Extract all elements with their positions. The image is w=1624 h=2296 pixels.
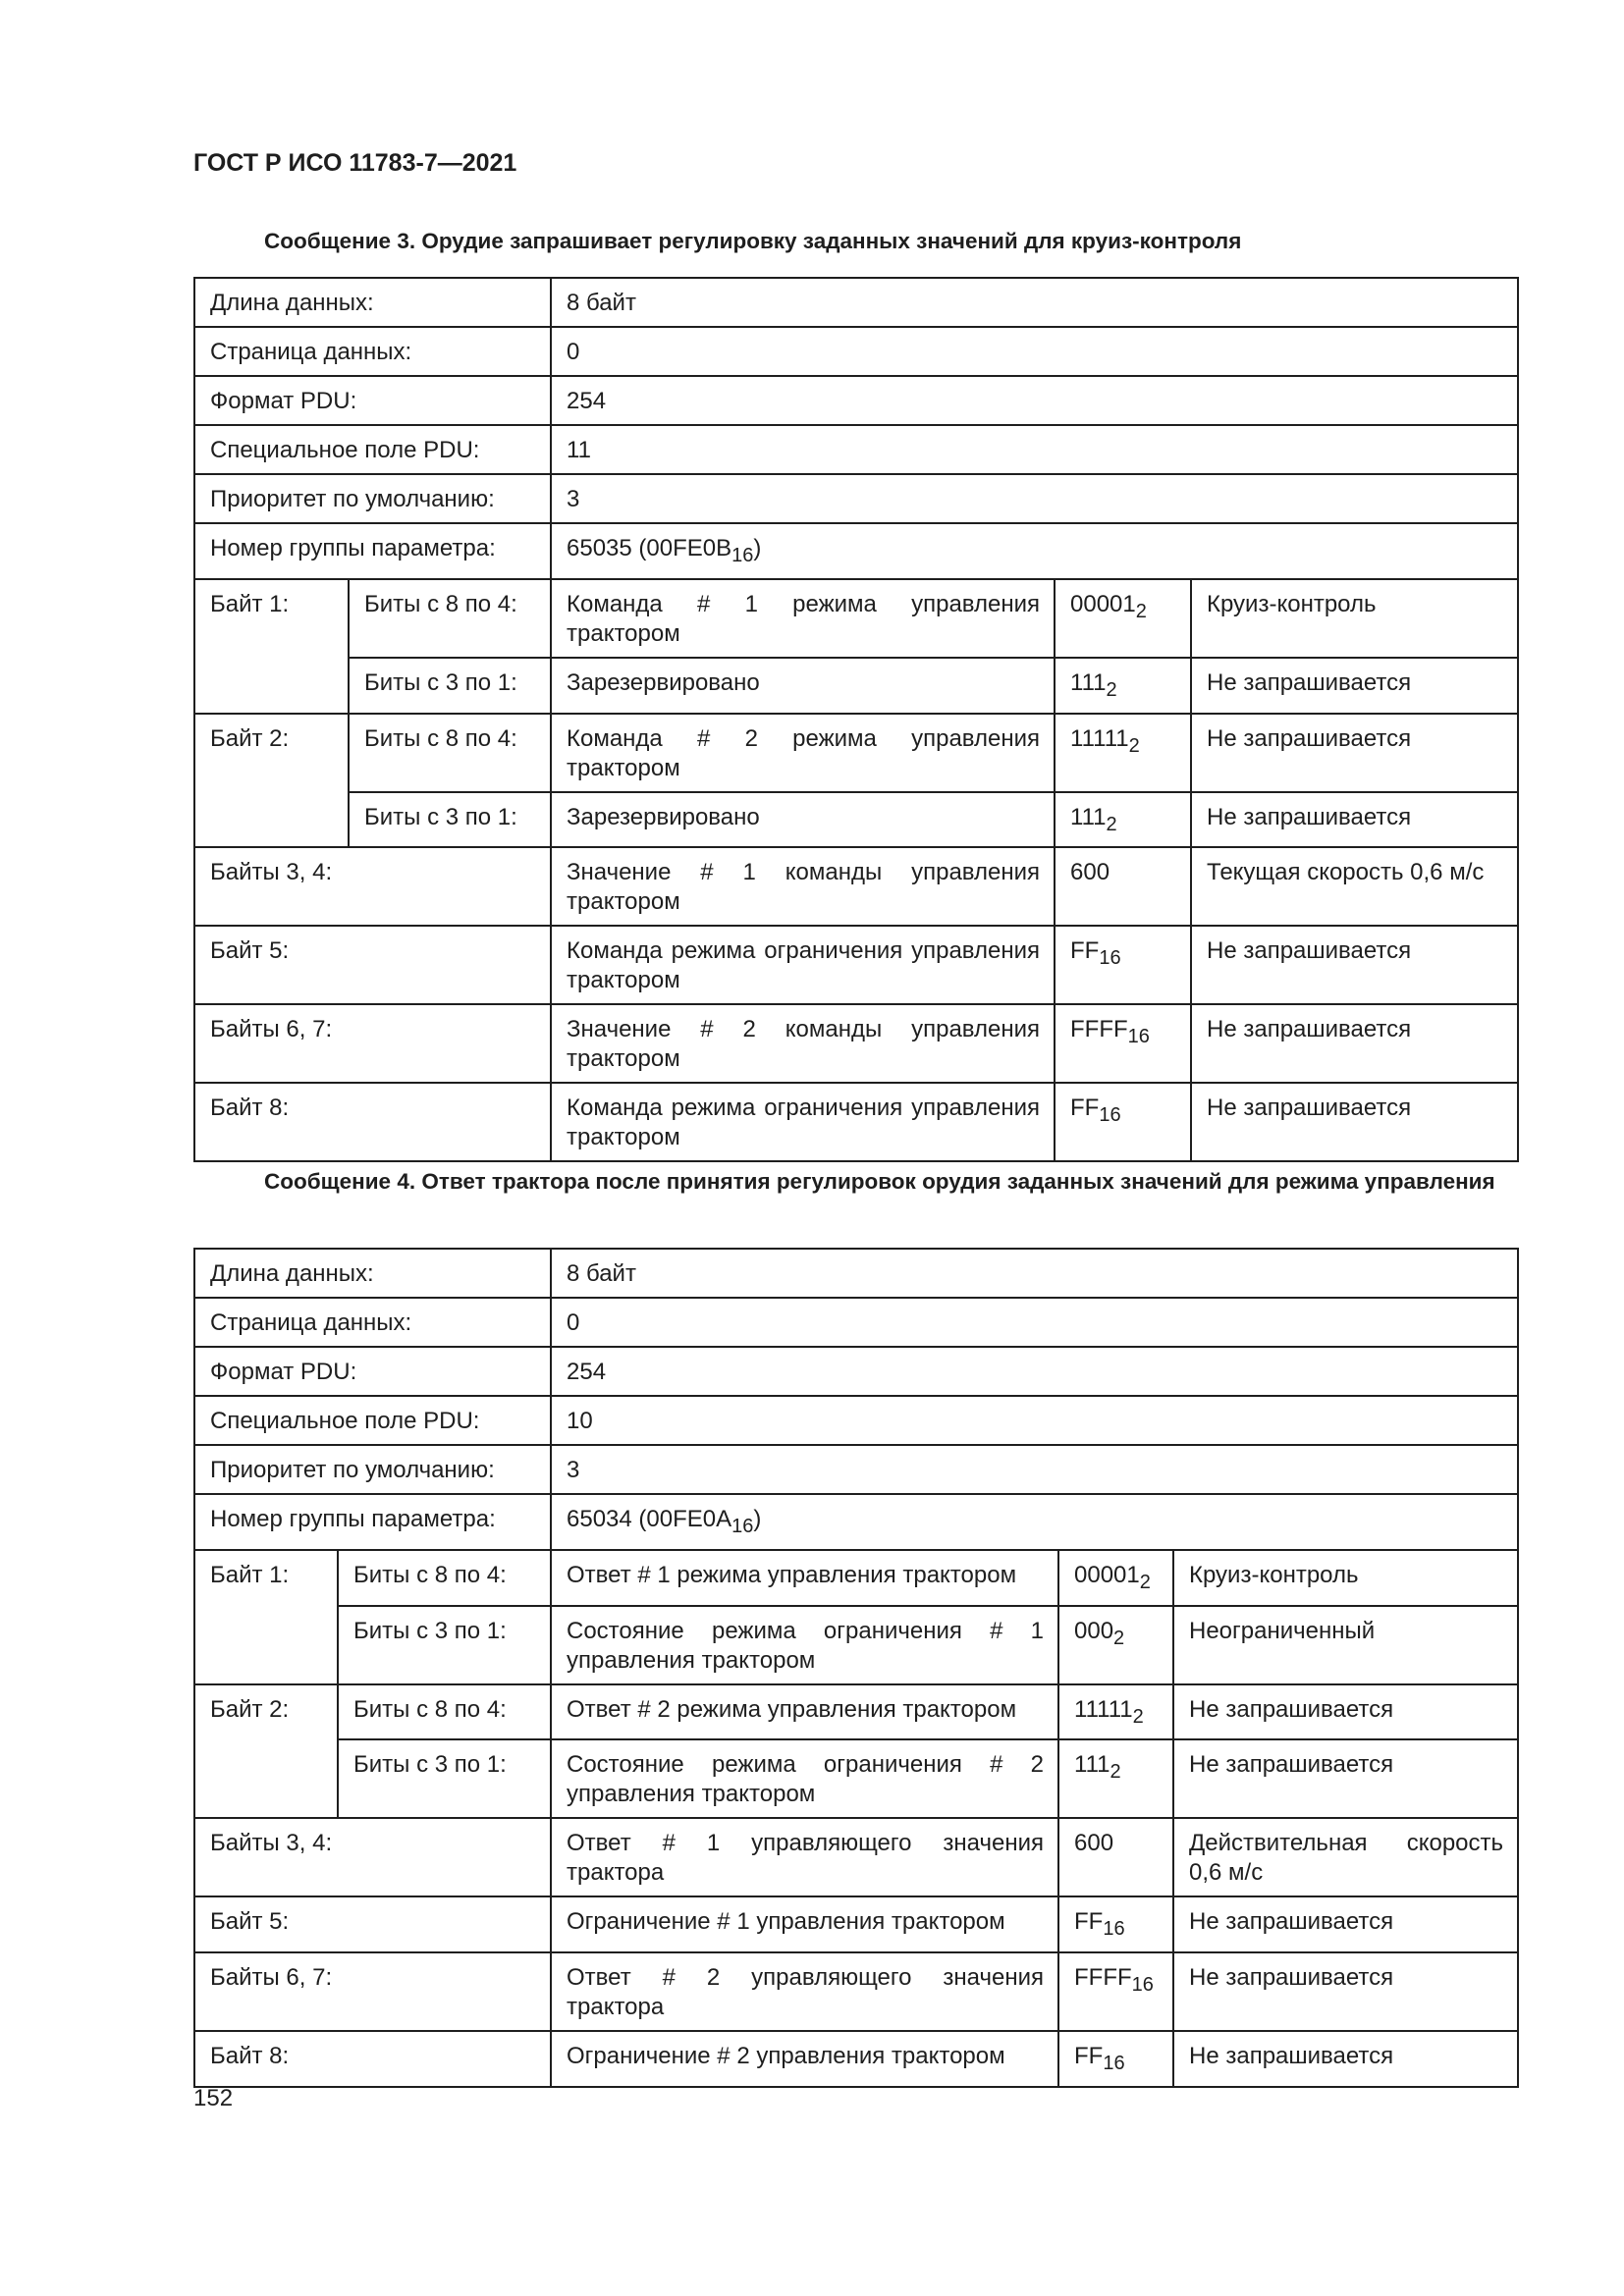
- description: Зарезервировано: [551, 792, 1055, 848]
- field-value: 10: [551, 1396, 1518, 1445]
- field-label: Длина данных:: [194, 278, 551, 327]
- meaning: Не запрашивается: [1191, 1083, 1518, 1161]
- field-value: 0: [551, 327, 1518, 376]
- description: Значение # 2 команды управления трактором: [551, 1004, 1055, 1083]
- bits-label: Биты с 3 по 1:: [338, 1739, 551, 1818]
- field-label: Страница данных:: [194, 327, 551, 376]
- bits-label: Биты с 8 по 4:: [349, 579, 551, 658]
- meaning: Неограниченный: [1173, 1606, 1518, 1684]
- field-value: 3: [551, 1445, 1518, 1494]
- table-row: [194, 474, 1518, 523]
- meaning: Не запрашивается: [1173, 2031, 1518, 2087]
- meaning: Не запрашивается: [1173, 1952, 1518, 2031]
- field-label: Страница данных:: [194, 1298, 551, 1347]
- code-value: $000_2$: [1058, 1606, 1173, 1684]
- table-row: [194, 327, 1518, 376]
- field-value: 254: [551, 376, 1518, 425]
- field-label: Приоритет по умолчанию:: [194, 474, 551, 523]
- code-value: $FF_{16}$: [1055, 1083, 1191, 1161]
- table-row: [194, 1494, 1518, 1550]
- description: Ответ # 1 режима управления трактором: [551, 1550, 1058, 1606]
- table-row: [194, 1083, 1518, 1161]
- meaning: Не запрашивается: [1191, 1004, 1518, 1083]
- table-row: [194, 1445, 1518, 1494]
- code-value: $00001_2$: [1055, 579, 1191, 658]
- meaning: Текущая скорость 0,6 м/с: [1191, 847, 1518, 926]
- field-label: Номер группы параметра:: [194, 523, 551, 579]
- byte-label: Байт 5:: [194, 1896, 551, 1952]
- description: Команда # 2 режима управления трактором: [551, 714, 1055, 792]
- description: Команда режима ограничения управления трактором: [551, 926, 1055, 1004]
- table-row: [194, 278, 1518, 327]
- table-row: [194, 1684, 1518, 1740]
- description: Ограничение # 2 управления трактором: [551, 2031, 1058, 2087]
- code-value: $111_2$: [1058, 1739, 1173, 1818]
- bits-label: Биты с 8 по 4:: [338, 1684, 551, 1740]
- table-row: [194, 792, 1518, 848]
- field-label: Формат PDU:: [194, 1347, 551, 1396]
- byte-label: Байт 2:: [194, 714, 349, 848]
- bits-label: Биты с 3 по 1:: [338, 1606, 551, 1684]
- field-label: Специальное поле PDU:: [194, 425, 551, 474]
- field-value: 3: [551, 474, 1518, 523]
- code-value: $FFFF_{16}$: [1055, 1004, 1191, 1083]
- table-row: [194, 1249, 1518, 1298]
- field-value: 254: [551, 1347, 1518, 1396]
- description: Состояние режима ограничения # 2 управления трактором: [551, 1739, 1058, 1818]
- byte-label: Байты 3, 4:: [194, 847, 551, 926]
- bits-label: Биты с 3 по 1:: [349, 658, 551, 714]
- byte-label: Байты 6, 7:: [194, 1004, 551, 1083]
- message-3-table: [193, 277, 1519, 1162]
- table-row: [194, 1818, 1518, 1896]
- message-4-table: [193, 1248, 1519, 2088]
- description: Ответ # 2 режима управления трактором: [551, 1684, 1058, 1740]
- table-row: [194, 1952, 1518, 2031]
- message-3-caption: Сообщение 3. Орудие запрашивает регулировку заданных значений для круиз-контроля: [264, 229, 1242, 253]
- table-row: [194, 523, 1518, 579]
- field-label: Приоритет по умолчанию:: [194, 1445, 551, 1494]
- description: Команда # 1 режима управления трактором: [551, 579, 1055, 658]
- description: Ответ # 1 управляющего значения трактора: [551, 1818, 1058, 1896]
- field-value: 11: [551, 425, 1518, 474]
- table-row: [194, 658, 1518, 714]
- code-value: $11111_2$: [1055, 714, 1191, 792]
- message-4-caption: Сообщение 4. Ответ трактора после принятия регулировок орудия заданных значений для режима управления: [264, 1169, 1495, 1194]
- code-value: $FFFF_{16}$: [1058, 1952, 1173, 2031]
- table-row: [194, 847, 1518, 926]
- bits-label: Биты с 3 по 1:: [349, 792, 551, 848]
- page-number: 152: [193, 2085, 234, 2111]
- table-row: [194, 1347, 1518, 1396]
- byte-label: Байт 8:: [194, 2031, 551, 2087]
- description: Значение # 1 команды управления трактором: [551, 847, 1055, 926]
- table-row: [194, 926, 1518, 1004]
- table-row: [194, 1396, 1518, 1445]
- field-value: 8 байт: [551, 278, 1518, 327]
- field-value: 65035 $(00FE0B_{16})$: [551, 523, 1518, 579]
- code-value: $00001_2$: [1058, 1550, 1173, 1606]
- table-row: [194, 1896, 1518, 1952]
- byte-label: Байты 6, 7:: [194, 1952, 551, 2031]
- code-value: 600: [1055, 847, 1191, 926]
- bits-label: Биты с 8 по 4:: [338, 1550, 551, 1606]
- field-value: 65034 $(00FE0A_{16})$: [551, 1494, 1518, 1550]
- meaning: Не запрашивается: [1173, 1684, 1518, 1740]
- field-value: 0: [551, 1298, 1518, 1347]
- field-label: Номер группы параметра:: [194, 1494, 551, 1550]
- table-row: [194, 579, 1518, 658]
- field-value: 8 байт: [551, 1249, 1518, 1298]
- meaning: Круиз-контроль: [1173, 1550, 1518, 1606]
- description: Зарезервировано: [551, 658, 1055, 714]
- byte-label: Байт 2:: [194, 1684, 338, 1819]
- byte-label: Байт 8:: [194, 1083, 551, 1161]
- byte-label: Байт 1:: [194, 579, 349, 714]
- meaning: Не запрашивается: [1191, 714, 1518, 792]
- code-value: $FF_{16}$: [1055, 926, 1191, 1004]
- code-value: $11111_2$: [1058, 1684, 1173, 1740]
- meaning: Действительная скорость 0,6 м/с: [1173, 1818, 1518, 1896]
- table-row: [194, 376, 1518, 425]
- table-row: [194, 1550, 1518, 1606]
- meaning: Не запрашивается: [1191, 658, 1518, 714]
- field-label: Специальное поле PDU:: [194, 1396, 551, 1445]
- code-value: $111_2$: [1055, 658, 1191, 714]
- bits-label: Биты с 8 по 4:: [349, 714, 551, 792]
- code-value: 600: [1058, 1818, 1173, 1896]
- field-label: Формат PDU:: [194, 376, 551, 425]
- meaning: Не запрашивается: [1173, 1739, 1518, 1818]
- field-label: Длина данных:: [194, 1249, 551, 1298]
- table-row: [194, 1606, 1518, 1684]
- byte-label: Байт 1:: [194, 1550, 338, 1684]
- description: Ограничение # 1 управления трактором: [551, 1896, 1058, 1952]
- code-value: $FF_{16}$: [1058, 1896, 1173, 1952]
- table-row: [194, 1739, 1518, 1818]
- meaning: Не запрашивается: [1173, 1896, 1518, 1952]
- meaning: Круиз-контроль: [1191, 579, 1518, 658]
- description: Состояние режима ограничения # 1 управления трактором: [551, 1606, 1058, 1684]
- meaning: Не запрашивается: [1191, 792, 1518, 848]
- description: Команда режима ограничения управления трактором: [551, 1083, 1055, 1161]
- byte-label: Байты 3, 4:: [194, 1818, 551, 1896]
- table-row: [194, 425, 1518, 474]
- table-row: [194, 1298, 1518, 1347]
- byte-label: Байт 5:: [194, 926, 551, 1004]
- table-row: [194, 2031, 1518, 2087]
- description: Ответ # 2 управляющего значения трактора: [551, 1952, 1058, 2031]
- table-row: [194, 714, 1518, 792]
- code-value: $FF_{16}$: [1058, 2031, 1173, 2087]
- code-value: $111_2$: [1055, 792, 1191, 848]
- document-header: ГОСТ Р ИСО 11783-7—2021: [193, 149, 517, 177]
- meaning: Не запрашивается: [1191, 926, 1518, 1004]
- table-row: [194, 1004, 1518, 1083]
